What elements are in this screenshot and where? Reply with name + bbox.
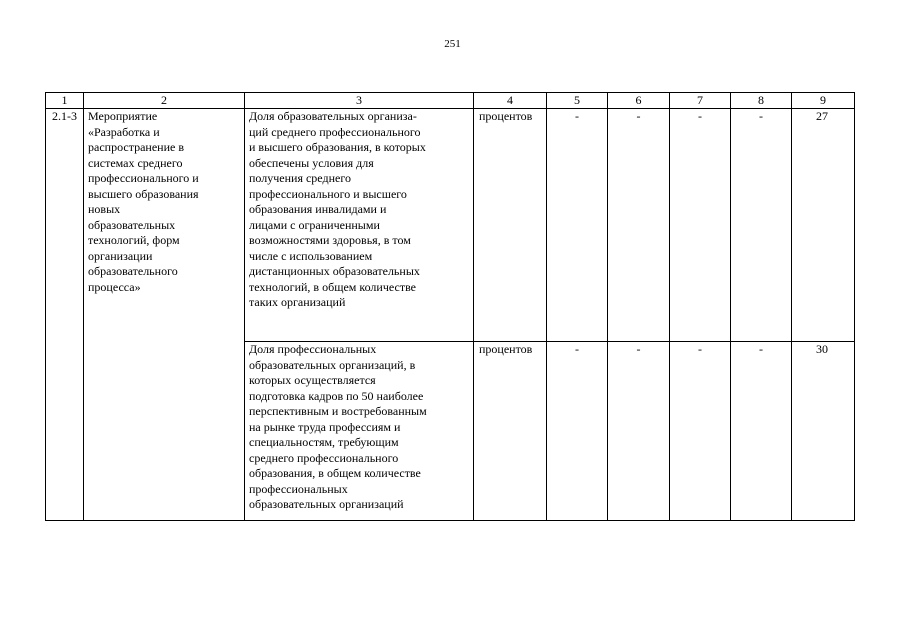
- value-cell-7: -: [670, 109, 731, 342]
- header-cell-9: 9: [792, 93, 855, 109]
- value-cell-9: 27: [792, 109, 855, 342]
- value-cell-8: -: [731, 342, 792, 521]
- table-row: [46, 109, 855, 342]
- indicator-name: Доля профессиональных образовательных организаций, в которых осуществляется подготовка кадров по 50 наиболее перспективным и востребованным на рынке труда профессиям и специальностям, требующим среднего профессионального образования, в общем количестве профессиональных образовательных организаций: [245, 342, 474, 521]
- page-number: 251: [444, 38, 461, 50]
- value-cell-9: 30: [792, 342, 855, 521]
- value-cell-6: -: [608, 109, 670, 342]
- header-cell-3: 3: [245, 93, 474, 109]
- units-cell: процентов: [474, 342, 547, 521]
- indicators-table: [45, 92, 855, 521]
- header-cell-2: 2: [84, 93, 245, 109]
- header-cell-8: 8: [731, 93, 792, 109]
- value-cell-7: -: [670, 342, 731, 521]
- value-cell-5: -: [547, 109, 608, 342]
- measure-name: Мероприятие «Разработка и распространение в системах среднего профессионального и высшего образования новых образовательных технологий, форм организации образовательного процесса»: [84, 109, 245, 521]
- header-cell-6: 6: [608, 93, 670, 109]
- value-cell-6: -: [608, 342, 670, 521]
- header-cell-5: 5: [547, 93, 608, 109]
- value-cell-8: -: [731, 109, 792, 342]
- units-cell: процентов: [474, 109, 547, 342]
- row-number: 2.1-3: [46, 109, 84, 521]
- header-row: [46, 93, 855, 109]
- header-cell-1: 1: [46, 93, 84, 109]
- header-cell-7: 7: [670, 93, 731, 109]
- value-cell-5: -: [547, 342, 608, 521]
- indicator-name: Доля образовательных организа- ций среднего профессионального и высшего образования, в которых обеспечены условия для получения среднего профессионального и высшего образования инвалидами и лицами с ограниченными возможностями здоровья, в том числе с использованием дистанционных образовательных технологий, в общем количестве таких организаций: [245, 109, 474, 342]
- header-cell-4: 4: [474, 93, 547, 109]
